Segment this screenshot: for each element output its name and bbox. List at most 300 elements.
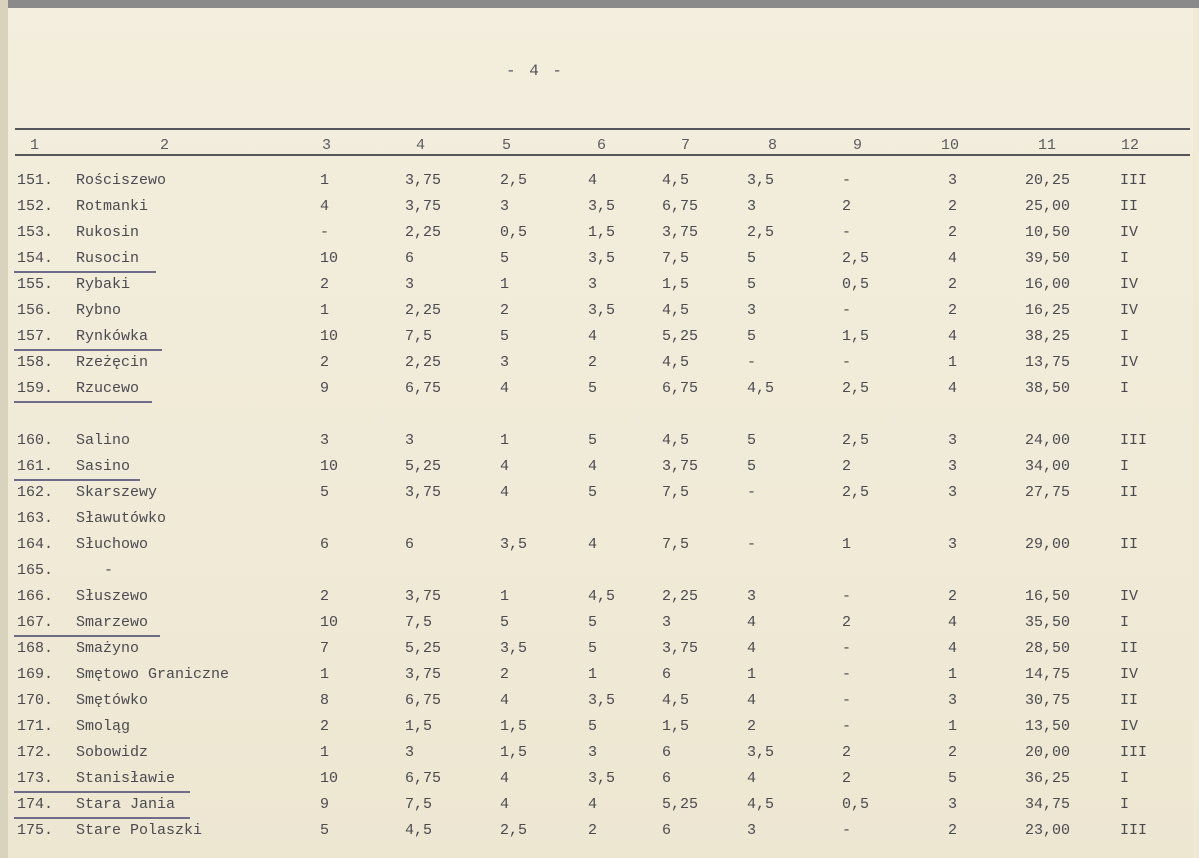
cell-col-5: 1,5 <box>500 744 528 761</box>
cell-col-11: 25,00 <box>1025 198 1071 215</box>
cell-col-4: 3,75 <box>405 484 442 501</box>
cell-col-9: 2 <box>842 744 852 761</box>
cell-col-11: 13,50 <box>1025 718 1071 735</box>
cell-col-11: 35,50 <box>1025 614 1071 631</box>
cell-col-10: 3 <box>948 458 958 475</box>
cell-col-8: 5 <box>747 328 757 345</box>
cell-col-9: - <box>842 224 852 241</box>
cell-col-7: 6 <box>662 744 672 761</box>
cell-col-5: 1 <box>500 588 510 605</box>
table-row <box>0 640 1199 664</box>
cell-col-10: 3 <box>948 172 958 189</box>
cell-col-3: 2 <box>320 276 330 293</box>
column-header: 6 <box>597 137 607 154</box>
cell-col-9: - <box>842 640 852 657</box>
column-header: 3 <box>322 137 332 154</box>
cell-col-10: 1 <box>948 718 958 735</box>
cell-col-12: IV <box>1120 666 1139 683</box>
cell-col-10: 4 <box>948 380 958 397</box>
cell-col-12: I <box>1120 458 1130 475</box>
place-name: Sławutówko <box>76 510 167 527</box>
cell-col-5: 5 <box>500 250 510 267</box>
cell-col-5: 1 <box>500 276 510 293</box>
cell-col-3: - <box>320 224 330 241</box>
row-number: 158. <box>17 354 54 371</box>
cell-col-6: 5 <box>588 718 598 735</box>
cell-col-9: - <box>842 172 852 189</box>
place-name: Stanisławie <box>76 770 176 787</box>
cell-col-4: 6 <box>405 536 415 553</box>
cell-col-10: 5 <box>948 770 958 787</box>
cell-col-3: 10 <box>320 328 339 345</box>
row-number: 154. <box>17 250 54 267</box>
cell-col-9: 2,5 <box>842 432 870 449</box>
cell-col-7: 3 <box>662 614 672 631</box>
highlight-underline <box>14 479 140 481</box>
column-header: 2 <box>160 137 170 154</box>
cell-col-12: I <box>1120 796 1130 813</box>
cell-col-12: IV <box>1120 224 1139 241</box>
row-number: 172. <box>17 744 54 761</box>
cell-col-7: 3,75 <box>662 224 699 241</box>
cell-col-10: 3 <box>948 536 958 553</box>
cell-col-12: IV <box>1120 718 1139 735</box>
cell-col-10: 2 <box>948 588 958 605</box>
cell-col-4: 7,5 <box>405 796 433 813</box>
cell-col-12: II <box>1120 536 1139 553</box>
column-header: 7 <box>681 137 691 154</box>
cell-col-4: 7,5 <box>405 328 433 345</box>
place-name: Słuchowo <box>76 536 149 553</box>
cell-col-3: 10 <box>320 614 339 631</box>
cell-col-8: 5 <box>747 458 757 475</box>
cell-col-4: 3 <box>405 744 415 761</box>
place-name: Rybaki <box>76 276 131 293</box>
cell-col-3: 9 <box>320 796 330 813</box>
cell-col-4: 4,5 <box>405 822 433 839</box>
place-name: Skarszewy <box>76 484 158 501</box>
cell-col-6: 4 <box>588 458 598 475</box>
cell-col-7: 4,5 <box>662 692 690 709</box>
cell-col-5: 1 <box>500 432 510 449</box>
row-number: 152. <box>17 198 54 215</box>
row-number: 170. <box>17 692 54 709</box>
cell-col-3: 4 <box>320 198 330 215</box>
highlight-underline <box>14 271 156 273</box>
cell-col-7: 1,5 <box>662 276 690 293</box>
cell-col-5: 2,5 <box>500 172 528 189</box>
cell-col-3: 1 <box>320 172 330 189</box>
table-row <box>0 172 1199 196</box>
place-name: - <box>104 562 114 579</box>
cell-col-3: 2 <box>320 588 330 605</box>
cell-col-6: 3,5 <box>588 770 616 787</box>
cell-col-9: 2 <box>842 198 852 215</box>
cell-col-4: 3,75 <box>405 666 442 683</box>
cell-col-5: 4 <box>500 692 510 709</box>
cell-col-12: III <box>1120 744 1148 761</box>
cell-col-3: 5 <box>320 822 330 839</box>
cell-col-11: 39,50 <box>1025 250 1071 267</box>
cell-col-4: 1,5 <box>405 718 433 735</box>
cell-col-12: I <box>1120 380 1130 397</box>
row-number: 175. <box>17 822 54 839</box>
cell-col-9: - <box>842 354 852 371</box>
cell-col-3: 1 <box>320 302 330 319</box>
cell-col-7: 4,5 <box>662 354 690 371</box>
cell-col-10: 3 <box>948 796 958 813</box>
cell-col-8: 3 <box>747 302 757 319</box>
cell-col-11: 20,00 <box>1025 744 1071 761</box>
place-name: Rzeżęcin <box>76 354 149 371</box>
column-header: 10 <box>941 137 960 154</box>
cell-col-11: 20,25 <box>1025 172 1071 189</box>
cell-col-12: I <box>1120 250 1130 267</box>
row-number: 161. <box>17 458 54 475</box>
cell-col-5: 0,5 <box>500 224 528 241</box>
cell-col-10: 2 <box>948 302 958 319</box>
cell-col-5: 2 <box>500 666 510 683</box>
cell-col-8: 3,5 <box>747 744 775 761</box>
cell-col-4: 2,25 <box>405 354 442 371</box>
cell-col-10: 4 <box>948 328 958 345</box>
cell-col-9: - <box>842 718 852 735</box>
cell-col-3: 1 <box>320 744 330 761</box>
place-name: Rybno <box>76 302 122 319</box>
table-row <box>0 536 1199 560</box>
cell-col-10: 2 <box>948 744 958 761</box>
column-header: 9 <box>853 137 863 154</box>
table-row <box>0 458 1199 482</box>
cell-col-7: 7,5 <box>662 536 690 553</box>
cell-col-4: 2,25 <box>405 302 442 319</box>
row-number: 171. <box>17 718 54 735</box>
cell-col-11: 38,25 <box>1025 328 1071 345</box>
place-name: Sobowidz <box>76 744 149 761</box>
cell-col-3: 7 <box>320 640 330 657</box>
cell-col-6: 5 <box>588 640 598 657</box>
cell-col-6: 2 <box>588 354 598 371</box>
cell-col-8: 5 <box>747 250 757 267</box>
cell-col-7: 7,5 <box>662 250 690 267</box>
cell-col-10: 1 <box>948 666 958 683</box>
cell-col-8: 5 <box>747 432 757 449</box>
cell-col-8: 3 <box>747 822 757 839</box>
cell-col-4: 6 <box>405 250 415 267</box>
row-number: 156. <box>17 302 54 319</box>
table-row <box>0 354 1199 378</box>
cell-col-3: 9 <box>320 380 330 397</box>
cell-col-6: 5 <box>588 432 598 449</box>
cell-col-6: 5 <box>588 614 598 631</box>
cell-col-6: 4 <box>588 328 598 345</box>
table-row <box>0 276 1199 300</box>
column-header: 12 <box>1121 137 1140 154</box>
place-name: Rotmanki <box>76 198 149 215</box>
table-row <box>0 692 1199 716</box>
table-row <box>0 744 1199 768</box>
cell-col-6: 4 <box>588 796 598 813</box>
cell-col-7: 6,75 <box>662 198 699 215</box>
highlight-underline <box>14 635 160 637</box>
table-row <box>0 380 1199 404</box>
cell-col-9: 2 <box>842 770 852 787</box>
table-row <box>0 484 1199 508</box>
cell-col-10: 4 <box>948 250 958 267</box>
cell-col-7: 7,5 <box>662 484 690 501</box>
highlight-underline <box>14 791 190 793</box>
cell-col-8: - <box>747 354 757 371</box>
cell-col-9: 2,5 <box>842 250 870 267</box>
cell-col-7: 4,5 <box>662 432 690 449</box>
cell-col-7: 5,25 <box>662 328 699 345</box>
table-row <box>0 588 1199 612</box>
cell-col-8: 4 <box>747 640 757 657</box>
place-name: Smętówko <box>76 692 149 709</box>
scan-top-edge <box>0 0 1199 8</box>
cell-col-6: 1,5 <box>588 224 616 241</box>
place-name: Rukosin <box>76 224 140 241</box>
cell-col-8: 5 <box>747 276 757 293</box>
cell-col-6: 3,5 <box>588 198 616 215</box>
cell-col-8: 2,5 <box>747 224 775 241</box>
cell-col-12: III <box>1120 432 1148 449</box>
column-header: 5 <box>502 137 512 154</box>
cell-col-12: IV <box>1120 354 1139 371</box>
cell-col-4: 3,75 <box>405 198 442 215</box>
cell-col-9: 0,5 <box>842 276 870 293</box>
cell-col-6: 5 <box>588 484 598 501</box>
cell-col-7: 2,25 <box>662 588 699 605</box>
cell-col-4: 5,25 <box>405 640 442 657</box>
cell-col-11: 23,00 <box>1025 822 1071 839</box>
cell-col-4: 6,75 <box>405 380 442 397</box>
cell-col-4: 2,25 <box>405 224 442 241</box>
cell-col-4: 3 <box>405 276 415 293</box>
cell-col-11: 30,75 <box>1025 692 1071 709</box>
cell-col-10: 3 <box>948 484 958 501</box>
cell-col-12: II <box>1120 692 1139 709</box>
cell-col-3: 10 <box>320 770 339 787</box>
row-number: 168. <box>17 640 54 657</box>
cell-col-5: 3 <box>500 198 510 215</box>
cell-col-9: 2 <box>842 458 852 475</box>
cell-col-6: 4 <box>588 172 598 189</box>
cell-col-11: 29,00 <box>1025 536 1071 553</box>
row-number: 167. <box>17 614 54 631</box>
cell-col-7: 4,5 <box>662 172 690 189</box>
cell-col-5: 3 <box>500 354 510 371</box>
cell-col-11: 16,25 <box>1025 302 1071 319</box>
cell-col-7: 1,5 <box>662 718 690 735</box>
cell-col-10: 4 <box>948 614 958 631</box>
cell-col-6: 3 <box>588 744 598 761</box>
cell-col-10: 2 <box>948 224 958 241</box>
table-top-rule <box>15 128 1190 130</box>
row-number: 151. <box>17 172 54 189</box>
cell-col-4: 6,75 <box>405 692 442 709</box>
cell-col-3: 2 <box>320 354 330 371</box>
table-row <box>0 302 1199 326</box>
table-row <box>0 718 1199 742</box>
cell-col-4: 7,5 <box>405 614 433 631</box>
place-name: Rzucewo <box>76 380 140 397</box>
cell-col-12: IV <box>1120 276 1139 293</box>
cell-col-12: II <box>1120 198 1139 215</box>
page-number: - 4 - <box>505 62 564 80</box>
row-number: 169. <box>17 666 54 683</box>
cell-col-12: III <box>1120 172 1148 189</box>
cell-col-9: - <box>842 666 852 683</box>
cell-col-11: 16,50 <box>1025 588 1071 605</box>
row-number: 164. <box>17 536 54 553</box>
place-name: Smażyno <box>76 640 140 657</box>
cell-col-5: 5 <box>500 614 510 631</box>
place-name: Smarzewo <box>76 614 149 631</box>
cell-col-7: 6,75 <box>662 380 699 397</box>
cell-col-9: 2,5 <box>842 380 870 397</box>
cell-col-5: 1,5 <box>500 718 528 735</box>
cell-col-11: 16,00 <box>1025 276 1071 293</box>
cell-col-3: 1 <box>320 666 330 683</box>
cell-col-4: 3 <box>405 432 415 449</box>
cell-col-9: - <box>842 588 852 605</box>
row-number: 162. <box>17 484 54 501</box>
cell-col-9: - <box>842 822 852 839</box>
cell-col-5: 2,5 <box>500 822 528 839</box>
cell-col-3: 10 <box>320 250 339 267</box>
row-number: 159. <box>17 380 54 397</box>
cell-col-6: 4,5 <box>588 588 616 605</box>
table-row <box>0 666 1199 690</box>
cell-col-10: 2 <box>948 198 958 215</box>
cell-col-9: 0,5 <box>842 796 870 813</box>
table-row <box>0 250 1199 274</box>
column-header: 4 <box>416 137 426 154</box>
cell-col-6: 5 <box>588 380 598 397</box>
cell-col-7: 3,75 <box>662 458 699 475</box>
place-name: Stare Polaszki <box>76 822 203 839</box>
cell-col-3: 5 <box>320 484 330 501</box>
cell-col-3: 3 <box>320 432 330 449</box>
cell-col-9: 1,5 <box>842 328 870 345</box>
cell-col-8: 2 <box>747 718 757 735</box>
cell-col-11: 13,75 <box>1025 354 1071 371</box>
place-name: Salino <box>76 432 131 449</box>
cell-col-10: 3 <box>948 432 958 449</box>
cell-col-3: 2 <box>320 718 330 735</box>
cell-col-11: 28,50 <box>1025 640 1071 657</box>
cell-col-3: 6 <box>320 536 330 553</box>
cell-col-12: I <box>1120 328 1130 345</box>
column-header: 1 <box>30 137 40 154</box>
cell-col-11: 14,75 <box>1025 666 1071 683</box>
row-number: 160. <box>17 432 54 449</box>
place-name: Sasino <box>76 458 131 475</box>
cell-col-5: 4 <box>500 380 510 397</box>
table-row <box>0 614 1199 638</box>
place-name: Rynkówka <box>76 328 149 345</box>
place-name: Smętowo Graniczne <box>76 666 230 683</box>
place-name: Stara Jania <box>76 796 176 813</box>
cell-col-8: 4,5 <box>747 796 775 813</box>
cell-col-5: 4 <box>500 770 510 787</box>
cell-col-5: 4 <box>500 484 510 501</box>
table-row <box>0 822 1199 846</box>
column-header: 11 <box>1038 137 1057 154</box>
cell-col-4: 5,25 <box>405 458 442 475</box>
column-header: 8 <box>768 137 778 154</box>
cell-col-5: 3,5 <box>500 640 528 657</box>
cell-col-6: 3 <box>588 276 598 293</box>
cell-col-8: - <box>747 536 757 553</box>
cell-col-12: I <box>1120 770 1130 787</box>
cell-col-5: 4 <box>500 458 510 475</box>
cell-col-12: II <box>1120 484 1139 501</box>
cell-col-11: 10,50 <box>1025 224 1071 241</box>
cell-col-3: 10 <box>320 458 339 475</box>
cell-col-10: 3 <box>948 692 958 709</box>
table-row <box>0 562 1199 586</box>
cell-col-7: 6 <box>662 770 672 787</box>
cell-col-6: 3,5 <box>588 692 616 709</box>
place-name: Smoląg <box>76 718 131 735</box>
place-name: Rościszewo <box>76 172 167 189</box>
cell-col-7: 3,75 <box>662 640 699 657</box>
cell-col-7: 6 <box>662 666 672 683</box>
cell-col-6: 3,5 <box>588 302 616 319</box>
cell-col-8: 3 <box>747 588 757 605</box>
row-number: 153. <box>17 224 54 241</box>
row-number: 173. <box>17 770 54 787</box>
table-row <box>0 770 1199 794</box>
cell-col-5: 3,5 <box>500 536 528 553</box>
cell-col-12: I <box>1120 614 1130 631</box>
cell-col-12: IV <box>1120 588 1139 605</box>
cell-col-6: 3,5 <box>588 250 616 267</box>
table-header-rule <box>15 154 1190 156</box>
cell-col-12: III <box>1120 822 1148 839</box>
cell-col-10: 1 <box>948 354 958 371</box>
cell-col-9: - <box>842 302 852 319</box>
cell-col-9: 1 <box>842 536 852 553</box>
cell-col-6: 2 <box>588 822 598 839</box>
cell-col-9: 2,5 <box>842 484 870 501</box>
cell-col-8: 3,5 <box>747 172 775 189</box>
cell-col-9: 2 <box>842 614 852 631</box>
table-row <box>0 224 1199 248</box>
row-number: 166. <box>17 588 54 605</box>
cell-col-11: 34,00 <box>1025 458 1071 475</box>
table-row <box>0 510 1199 534</box>
table-row <box>0 328 1199 352</box>
cell-col-11: 34,75 <box>1025 796 1071 813</box>
cell-col-12: II <box>1120 640 1139 657</box>
cell-col-10: 4 <box>948 640 958 657</box>
cell-col-4: 6,75 <box>405 770 442 787</box>
cell-col-7: 5,25 <box>662 796 699 813</box>
row-number: 155. <box>17 276 54 293</box>
cell-col-9: - <box>842 692 852 709</box>
cell-col-7: 4,5 <box>662 302 690 319</box>
cell-col-10: 2 <box>948 276 958 293</box>
table-row <box>0 198 1199 222</box>
row-number: 165. <box>17 562 54 579</box>
cell-col-11: 27,75 <box>1025 484 1071 501</box>
row-number: 157. <box>17 328 54 345</box>
cell-col-4: 3,75 <box>405 588 442 605</box>
cell-col-8: - <box>747 484 757 501</box>
